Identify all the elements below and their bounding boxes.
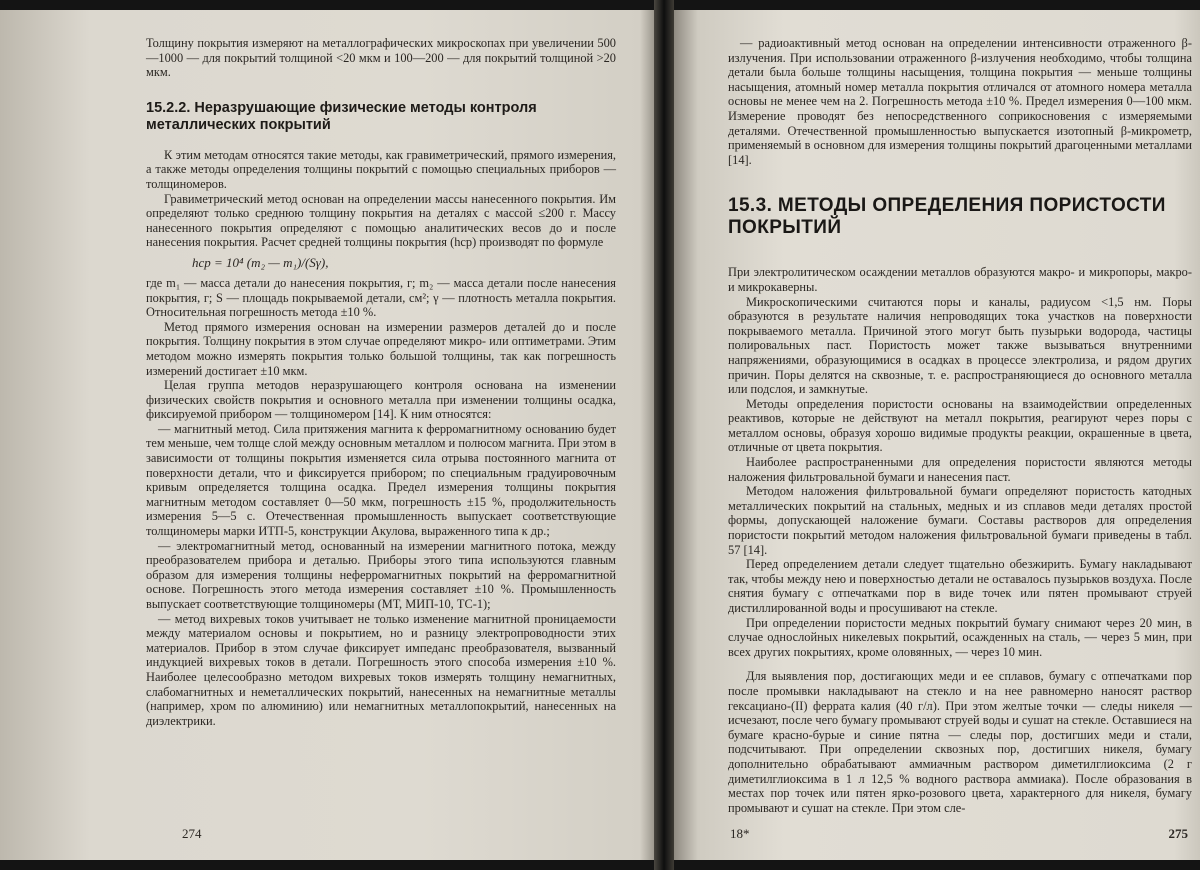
paragraph: К этим методам относятся такие методы, как гравиметрический, прямого измерения, а также методы определения толщины покрытий с помощью специальных приборов — толщиномеров. <box>146 147 616 191</box>
right-page <box>674 10 1200 860</box>
section-title: 15.2.2. Неразрушающие физические методы контроля металлических покрытий <box>146 99 537 133</box>
paragraph: Метод прямого измерения основан на измерении размеров деталей до и после покрытия. Толщину покрытия в этом случае определяют микро- или оптиметрами. Этим методом можно измерять покрытия только большой толщины, так как погрешность измерений достигает ±10 мкм. <box>146 319 616 378</box>
paragraph: Целая группа методов неразрушающего контроля основана на изменении физических свойств покрытия и основного металла при изменении толщины осадка, фиксируемой прибором — толщиномером [14]. К ним относятся: <box>146 378 616 422</box>
paragraph: Методы определения пористости основаны на взаимодействии определенных реактивов, которые не действуют на металл покрытия, реагируют через поры с металлом основы, образуя хорошо видимые продукты реакции, окрашенные в цвета, отличные от цвета покрытия. <box>728 396 1192 455</box>
page-number: 275 <box>1168 826 1188 841</box>
paragraph-gap <box>728 659 1192 669</box>
paragraph: Перед определением детали следует тщательно обезжирить. Бумагу накладывают так, чтобы между нею и поверхностью детали не оставалось пузырьков воздуха. После снятия бумагу с отпечатками пор в виде точек или пятен промывают струей дистиллированной воды и просушивают на стекле. <box>728 557 1192 615</box>
bullet-item: — магнитный метод. Сила притяжения магнита к ферромагнитному основанию будет тем меньше, чем толще слой между основным металлом и полюсом магнита. При этом в зависимости от толщины покрытия изменяется сила отрыва постоянного магнита от поверхности детали, что и фиксируется прибором; по специальным градуировочным кривым определяется толщина осадка. Предел измерения толщины покрытия магнитным методом составляет 0—50 мкм, погрешность ±15 %, продолжительность измерения 5—5 с. Отечественная промышленность выпускает соответствующие толщиномеры марки ИТП-5, конструкции Акулова, выраженного типа к др.; <box>146 421 616 539</box>
paragraph: Для выявления пор, достигающих меди и ее сплавов, бумагу с отпечатками пор после промывки накладывают на стекло и на нее равномерно наносят раствор гексациано-(II) феррата калия (40 г/л). При этом желтые точки — следы никеля — исчезают, после чего бумагу промывают струей воды и сушат на стекле. Оставшиеся на бумаге красно-бурые и синие пятна — следы пор, достигших меди и стали, подсчитывают. При определении сквозных пор, достигших никеля, бумагу дополнительно обрабатывают аммиачным раствором диметилглиоксима (2 г диметилглиоксима в 1 л 12,5 % водного раствора аммиака). После образования в местах пор точек или пятен ярко-розового цвета, характерного для никеля, бумагу промывают и сушат на стекле. При этом сле- <box>728 669 1192 815</box>
bullet-item: — электромагнитный метод, основанный на измерении магнитного потока, между преобразователем прибора и деталью. Приборы этого типа используются главным образом для измерения толщины неферромагнитных покрытий на ферромагнитной основе. Погрешность этого метода измерения составляет ±10 %. Промышленность выпускает соответствующие толщиномеры (МТ, МИП-10, ТС-1); <box>146 538 616 611</box>
intro-text: Толщину покрытия измеряют на металлографических микроскопах при увеличении 500—1000 — для покрытий толщиной <20 мкм и 100—200 — для покрытий толщиной >20 мкм. <box>146 36 616 80</box>
intro-paragraph: — радиоактивный метод основан на определении интенсивности отраженного β-излучения. При использовании отраженного β-излучения необходимо, чтобы толщина детали была больше толщины насыщения, толщина покрытия — меньше толщины насыщения, атомный номер металла покрытия отличался от атомного номера металла основы не менее чем на 2. Погрешность метода ±10 %. Предел измерения 0—100 мкм. Измерение проводят без непосредственного соприкосновения с измеряемыми деталями. Отечественной промышленностью выпускается изотопный β-микрометр, применяемый в основном для измерения толщины покрытий драгоценными металлами [14]. <box>728 36 1192 167</box>
book-gutter <box>654 0 674 870</box>
paragraph: Гравиметрический метод основан на определении массы нанесенного покрытия. Им определяют только среднюю толщину покрытия на деталях с массой ≤200 г. Массу нанесенного покрытия определяют с помощью аналитических весов до и после нанесения покрытия. Расчет средней толщины покрытия (hср) производят по формуле <box>146 191 616 250</box>
paragraph: Методом наложения фильтровальной бумаги определяют пористость катодных металлических покрытий на стальных, медных и из сплавов меди деталях простой формы, допускающей наложение бумаги. Составы растворов для определения пористости покрытий методом наложения фильтровальной бумаги приведены в табл. 57 [14]. <box>728 484 1192 557</box>
bullet-item: — метод вихревых токов учитывает не только изменение магнитной проницаемости между материалом основы и покрытием, но и разницу электропроводности этих материалов. Прибор в этом случае фиксирует импеданс преобразователя, вызванный индукцией вихревых токов в детали. Погрешность этого способа измерения ±10 %. Наиболее целесообразно методом вихревых токов измерять толщину немагнитных, слабомагнитных и неметаллических покрытий, нанесенных на немагнитные металлы (например, хром по алюминию) или немагнитных металлопокрытий, нанесенных на диэлектрики. <box>146 611 616 728</box>
paragraph: где m₁ — масса детали до нанесения покрытия, г; m₂ — масса детали после нанесения покрытия, г; S — площадь покрываемой детали, см²; γ — плотность металла покрытия. Относительная погрешность метода ±10 %. <box>146 275 616 320</box>
formula: hср = 10⁴ (m₂ — m₁)/(Sγ), <box>192 254 329 270</box>
chapter-title: 15.3. МЕТОДЫ ОПРЕДЕЛЕНИЯ ПОРИСТОСТИ ПОКРЫТИЙ <box>728 195 1166 239</box>
left-page <box>0 10 654 860</box>
paragraph: При электролитическом осаждении металлов образуются макро- и микропоры, макро- и микрокаверны. <box>728 265 1192 294</box>
paragraph: Микроскопическими считаются поры и каналы, радиусом <1,5 нм. Поры образуются в результате наличия непроводящих тока участков на поверхности покрываемого металла. Причиной этого могут быть пузырьки водорода, частицы полировальных паст. Пористость может также вызываться внутренними напряжениями, образующимися в осадках в процессе электролиза, и рядом других причин. Поры делятся на сквозные, т. е. распространяющиеся до основного металла или подслоя, и замкнутые. <box>728 294 1192 397</box>
page-number: 274 <box>182 826 202 841</box>
signature-mark: 18* <box>730 826 750 841</box>
paragraph: Наиболее распространенными для определения пористости являются методы наложения фильтровальной бумаги и нанесения паст. <box>728 455 1192 484</box>
paragraph: При определении пористости медных покрытий бумагу снимают через 20 мин, в случае однослойных никелевых покрытий, осажденных на сталь, — через 5 мин, при всех других покрытиях, кроме оловянных, — через 10 мин. <box>728 615 1192 659</box>
